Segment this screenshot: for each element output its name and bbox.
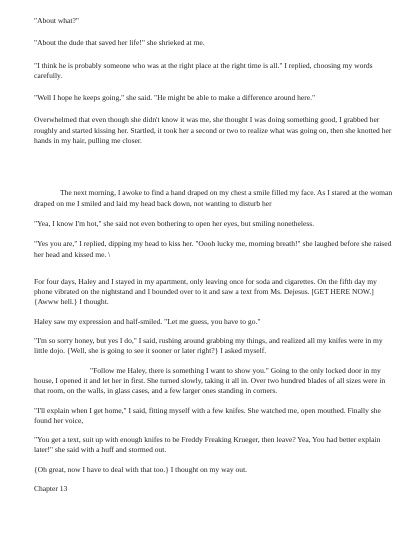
paragraph: {Oh great, now I have to deal with that too.} I thought on my way out. (34, 464, 248, 474)
paragraph: "Yea, I know I'm hot," she said not even bothering to open her eyes, but smiling nonetheless. (34, 218, 315, 228)
paragraph: The next morning, I awoke to find a hand draped on my chest a smile filled my face. As I stared at the woman draped on me I smiled and laid my head back down, not wanting to disturb her (34, 188, 393, 208)
paragraph: "Well I hope he keeps going," she said. "He might be able to make a difference around here." (34, 93, 316, 103)
paragraph: "You get a text, suit up with enough knifes to be Freddy Freaking Krueger, then leave? Yea, You had better explain later!" she said with a huff and stormed out. (34, 435, 381, 455)
paragraph: Overwhelmed that even though she didn't know it was me, she thought I was doing something good, I grabbed her roughly and started kissing her. Startled, it took her a second or two to realize what was going on, then she knotted her hands in my hair, pulling me closer. (34, 115, 392, 146)
paragraph: "Yes you are," I replied, dipping my head to kiss her. "Oooh lucky me, morning breath!" she laughed before she raised her head and kissed me. \ (34, 239, 392, 259)
paragraph: Haley saw my expression and half-smiled. "Let me guess, you have to go." (34, 316, 261, 326)
paragraph: "About what?" (34, 16, 79, 25)
paragraph: "I'll explain when I get home," I said, fitting myself with a few knifes. She watched me, open mouthed. Finally she found her voice, (34, 405, 381, 425)
paragraph: "About the dude that saved her life!" she shrieked at me. (34, 38, 205, 48)
paragraph: "I think he is probably someone who was at the right place at the right time is all." I replied, choosing my words carefully. (34, 60, 373, 80)
paragraph: "I'm so sorry honey, but yes I do," I said, rushing around grabbing my things, and realized all my knifes were in my little dojo. {Well, she is going to see it sooner or later right?} I asked myself. (34, 336, 383, 356)
paragraph: For four days, Haley and I stayed in my apartment, only leaving once for soda and cigarettes. On the fifth day my phone vibrated on the nightstand and I bounded over to it and saw a text from Ms. Dejesus. [GET HERE NOW.] {Awww hell.} I thought. (34, 276, 377, 307)
chapter-heading: Chapter 13 (34, 484, 68, 494)
paragraph: "Follow me Haley, there is something I want to show you." Going to the only locked door in my house, I opened it and let her in first. She turned slowly, taking it all in. Over two hundred blades of all sizes were in that room, on the walls, in glass cases, and a few larger ones standing in corners. (34, 365, 386, 396)
